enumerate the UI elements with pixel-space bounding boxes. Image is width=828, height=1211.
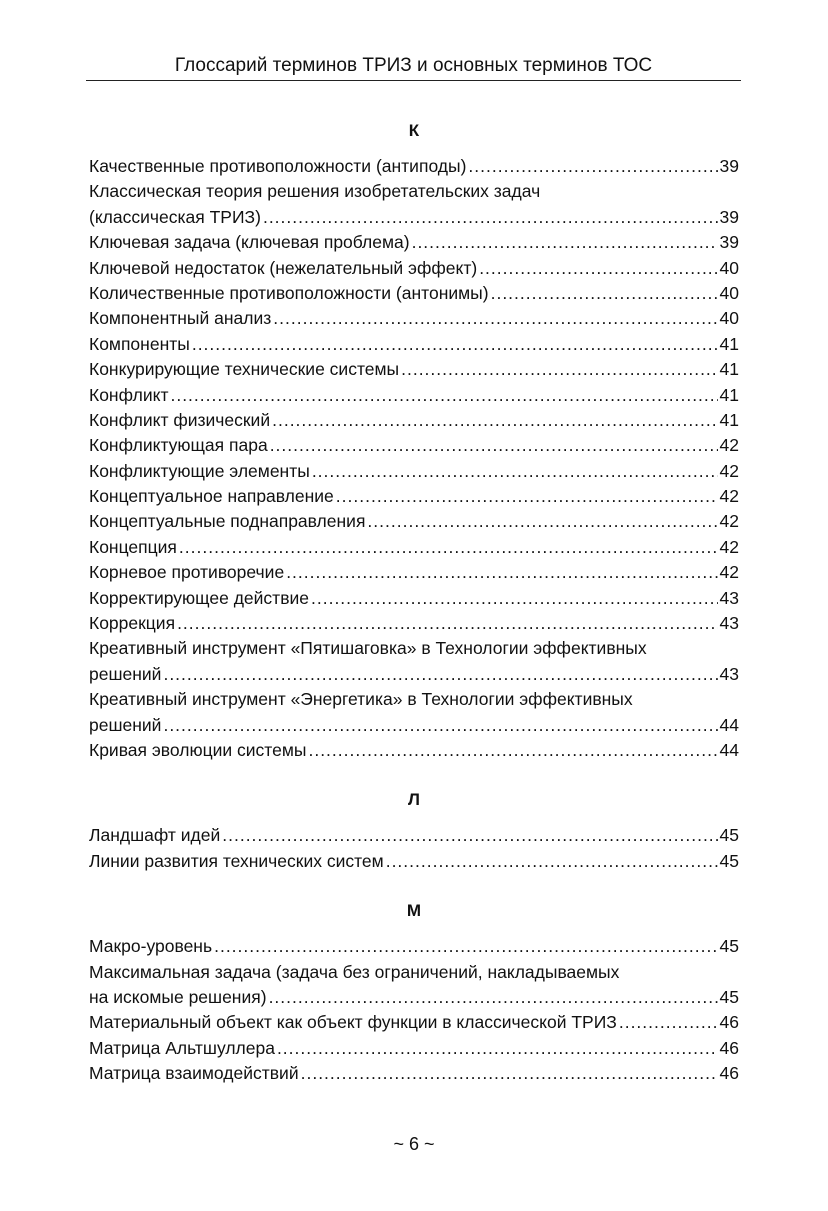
entry-page-number: 42	[719, 536, 739, 557]
index-entry	[89, 408, 739, 433]
entry-line	[89, 433, 739, 458]
entry-line	[89, 154, 739, 179]
dot-leader	[177, 611, 717, 636]
entry-line	[89, 281, 739, 306]
entry-line	[89, 738, 739, 763]
entry-line	[89, 611, 739, 636]
entry-title: Концепция	[89, 536, 177, 557]
entry-line	[89, 560, 739, 585]
entry-title-first-line: Максимальная задача (задача без ограничений, накладываемых	[89, 961, 620, 982]
entry-page-number: 43	[719, 587, 739, 608]
index-entry	[89, 849, 739, 874]
index-entry	[89, 154, 739, 179]
dot-leader	[491, 281, 718, 306]
index-entry	[89, 484, 739, 509]
entry-line	[89, 459, 739, 484]
entry-page-number: 40	[719, 282, 739, 303]
entry-line	[89, 1010, 739, 1035]
index-entry	[89, 960, 739, 1011]
entry-line	[89, 484, 739, 509]
index-entry	[89, 560, 739, 585]
entry-line	[89, 849, 739, 874]
dot-leader	[412, 230, 718, 255]
entry-title: Матрица Альтшуллера	[89, 1037, 275, 1058]
entry-page-number: 43	[719, 613, 739, 634]
entry-line	[89, 205, 739, 230]
entry-line	[89, 586, 739, 611]
index-entry	[89, 535, 739, 560]
index-entry	[89, 306, 739, 331]
dot-leader	[170, 383, 717, 408]
entry-page-number: 42	[719, 460, 739, 481]
dot-leader	[401, 357, 717, 382]
dot-leader	[263, 205, 718, 230]
dot-leader	[163, 662, 717, 687]
entry-title: Корневое противоречие	[89, 562, 285, 583]
entry-page-number: 45	[719, 986, 739, 1007]
index-entry	[89, 1010, 739, 1035]
entry-title: Линии развития технических систем	[89, 850, 384, 871]
entry-line	[89, 509, 739, 534]
entry-page-number: 41	[719, 359, 739, 380]
entry-line	[89, 230, 739, 255]
entry-page-number: 41	[719, 384, 739, 405]
index-entry	[89, 332, 739, 357]
entry-title: Конфликт физический	[89, 409, 271, 430]
index-entry	[89, 934, 739, 959]
dot-leader	[468, 154, 717, 179]
section-letter-heading: Л	[408, 790, 420, 810]
entry-title-first-line: Креативный инструмент «Пятишаговка» в Технологии эффективных	[89, 638, 647, 659]
entry-title-first-line: Классическая теория решения изобретательских задач	[89, 181, 541, 202]
dot-leader	[179, 535, 718, 560]
entry-title: Корректирующее действие	[89, 587, 309, 608]
entry-title: Материальный объект как объект функции в классической ТРИЗ	[89, 1012, 617, 1033]
glossary-index	[89, 118, 739, 1087]
section-letter-heading: М	[406, 901, 422, 921]
entry-title: Конфликт	[89, 384, 169, 405]
index-entry	[89, 1061, 739, 1086]
entry-line	[89, 306, 739, 331]
entry-line	[89, 383, 739, 408]
section-spacer	[89, 874, 739, 898]
entry-line	[89, 1061, 739, 1086]
entry-title: Ландшафт идей	[89, 825, 221, 846]
dot-leader	[312, 459, 718, 484]
dot-leader	[301, 1061, 718, 1086]
dot-leader	[311, 586, 718, 611]
entry-page-number: 46	[719, 1012, 739, 1033]
entry-title: Конфликтующая пара	[89, 435, 268, 456]
entry-title: Качественные противоположности (антиподы)	[89, 156, 467, 176]
index-entry	[89, 636, 739, 687]
dot-leader	[336, 484, 718, 509]
entry-line	[89, 332, 739, 357]
entry-page-number: 39	[719, 206, 739, 227]
page-number: ~ 6 ~	[393, 1134, 435, 1154]
entry-page-number: 42	[719, 511, 739, 532]
header-divider	[86, 80, 741, 81]
entry-page-number: 46	[719, 1037, 739, 1058]
entry-page-number: 44	[719, 739, 739, 760]
entry-line	[89, 823, 739, 848]
index-entry	[89, 179, 739, 230]
entry-title: (классическая ТРИЗ)	[89, 206, 261, 227]
index-entry	[89, 823, 739, 848]
index-entry	[89, 738, 739, 763]
index-entry	[89, 687, 739, 738]
entry-title: решений	[89, 663, 162, 684]
entry-line	[89, 408, 739, 433]
entry-title: Ключевой недостаток (нежелательный эффект)	[89, 257, 478, 278]
entry-title-first-line: Креативный инструмент «Энергетика» в Технологии эффективных	[89, 689, 633, 710]
entry-title: Компоненты	[89, 333, 190, 354]
index-entry	[89, 383, 739, 408]
entry-line	[89, 535, 739, 560]
dot-leader	[286, 560, 717, 585]
dot-leader	[222, 823, 717, 848]
dot-leader	[269, 985, 718, 1010]
entry-page-number: 39	[719, 232, 739, 253]
dot-leader	[308, 738, 717, 763]
entry-line	[89, 662, 739, 687]
dot-leader	[214, 934, 717, 959]
entry-title: Макро-уровень	[89, 936, 213, 957]
index-entry	[89, 1036, 739, 1061]
index-entry	[89, 459, 739, 484]
entry-page-number: 44	[719, 714, 739, 735]
dot-leader	[367, 509, 717, 534]
entry-title: Ключевая задача (ключевая проблема)	[89, 232, 410, 253]
entry-line	[89, 256, 739, 281]
entry-page-number: 41	[719, 409, 739, 430]
entry-title: Конкурирующие технические системы	[89, 359, 400, 380]
section-letter-heading: К	[408, 121, 420, 140]
dot-leader	[386, 849, 718, 874]
entry-page-number: 40	[719, 257, 739, 278]
entry-page-number: 45	[719, 825, 739, 846]
entry-line	[89, 934, 739, 959]
entry-title: на искомые решения)	[89, 986, 267, 1007]
entry-page-number: 42	[719, 486, 739, 507]
dot-leader	[272, 408, 717, 433]
running-header-title: Глоссарий терминов ТРИЗ и основных терминов ТОС	[174, 55, 653, 76]
entry-line	[89, 713, 739, 738]
index-entry	[89, 230, 739, 255]
entry-page-number: 42	[719, 562, 739, 583]
entry-page-number: 42	[719, 435, 739, 456]
entry-title: Концептуальные поднаправления	[89, 511, 366, 532]
entry-title: Компонентный анализ	[89, 308, 272, 329]
index-entry	[89, 509, 739, 534]
section-spacer	[89, 763, 739, 787]
entry-line	[89, 985, 739, 1010]
entry-title: Количественные противоположности (антонимы)	[89, 282, 489, 303]
entry-page-number: 39	[719, 156, 739, 176]
entry-line	[89, 1036, 739, 1061]
index-entry	[89, 357, 739, 382]
index-entry	[89, 611, 739, 636]
entry-title: решений	[89, 714, 162, 735]
dot-leader	[273, 306, 717, 331]
index-entry	[89, 281, 739, 306]
entry-page-number: 41	[719, 333, 739, 354]
entry-page-number: 43	[719, 663, 739, 684]
dot-leader	[277, 1036, 718, 1061]
index-entry	[89, 433, 739, 458]
dot-leader	[270, 433, 718, 458]
dot-leader	[163, 713, 717, 738]
entry-page-number: 46	[719, 1063, 739, 1084]
entry-title: Кривая эволюции системы	[89, 739, 307, 760]
entry-page-number: 45	[719, 936, 739, 957]
index-entry	[89, 586, 739, 611]
entry-page-number: 45	[719, 850, 739, 871]
index-entry	[89, 256, 739, 281]
dot-leader	[192, 332, 718, 357]
entry-title: Матрица взаимодействий	[89, 1063, 299, 1084]
entry-page-number: 40	[719, 308, 739, 329]
entry-title: Конфликтующие элементы	[89, 460, 310, 481]
entry-line	[89, 357, 739, 382]
dot-leader	[619, 1010, 718, 1035]
entry-title: Концептуальное направление	[89, 486, 334, 507]
dot-leader	[479, 256, 717, 281]
entry-title: Коррекция	[89, 613, 176, 634]
